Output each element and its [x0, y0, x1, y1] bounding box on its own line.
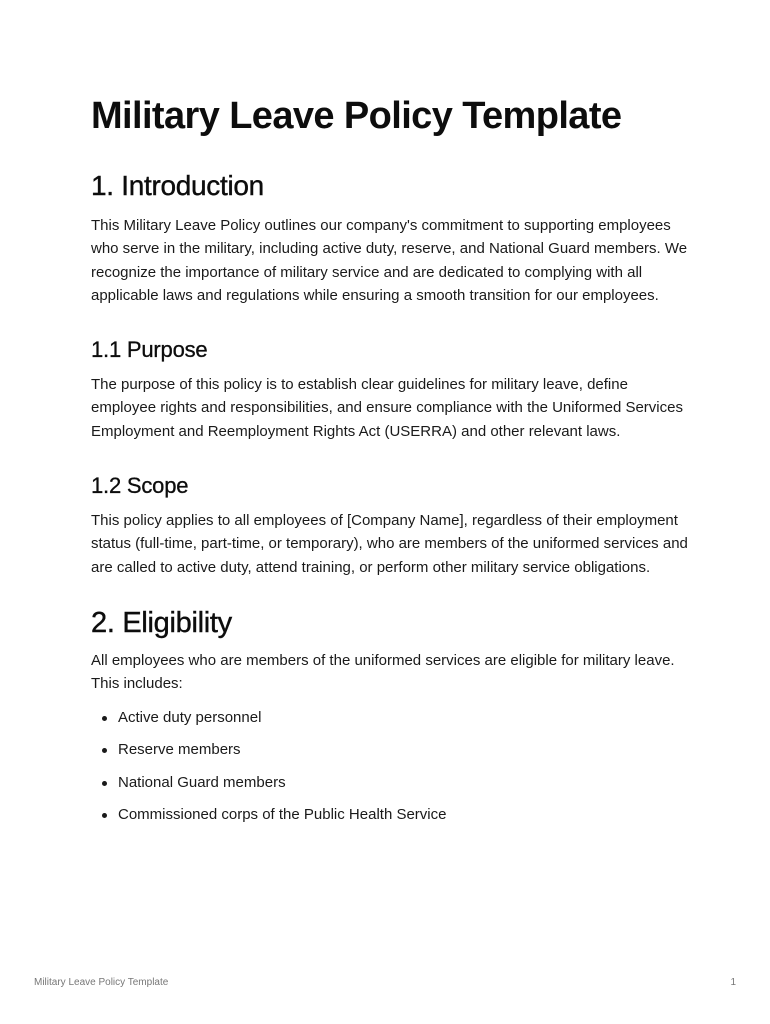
list-item [91, 805, 691, 825]
eligibility-list [91, 708, 691, 826]
scope-heading: 1.2 Scope [91, 473, 189, 499]
scope-paragraph: This policy applies to all employees of [Company Name], regardless of their employment status (full-time, part-time, or temporary), who are members of the uniformed services and are called to active duty, attend training, or perform other military service obligations. [91, 512, 688, 576]
list-item [91, 773, 691, 793]
list-item-text: National Guard members [118, 773, 286, 791]
list-item [91, 708, 691, 728]
introduction-heading: 1. Introduction [91, 170, 264, 201]
list-item-text: Commissioned corps of the Public Health Service [118, 806, 447, 824]
document-content [91, 92, 691, 838]
purpose-paragraph: The purpose of this policy is to establish clear guidelines for military leave, define employee rights and responsibilities, and ensure compliance with the Uniformed Services Employment and Reemployment Rights Act (USERRA) and other relevant laws. [91, 376, 683, 440]
bullet-icon [102, 716, 107, 721]
footer-document-title: Military Leave Policy Template [34, 977, 169, 988]
document-title: Military Leave Policy Template [91, 95, 622, 137]
list-item-text: Reserve members [118, 741, 241, 759]
eligibility-heading: 2. Eligibility [91, 606, 232, 639]
bullet-icon [102, 781, 107, 786]
bullet-icon [102, 748, 107, 753]
list-item [91, 740, 691, 760]
introduction-paragraph: This Military Leave Policy outlines our company's commitment to supporting employees who serve in the military, including active duty, reserve, and National Guard members. We recognize the importance of military service and are dedicated to complying with all applicable laws and regulations while ensuring a smooth transition for our employees. [91, 217, 688, 304]
bullet-icon [102, 813, 107, 818]
footer-page-number: 1 [730, 977, 736, 988]
eligibility-paragraph: All employees who are members of the uniformed services are eligible for military leave. This includes: [91, 651, 675, 693]
list-item-text: Active duty personnel [118, 708, 262, 726]
purpose-heading: 1.1 Purpose [91, 337, 208, 363]
